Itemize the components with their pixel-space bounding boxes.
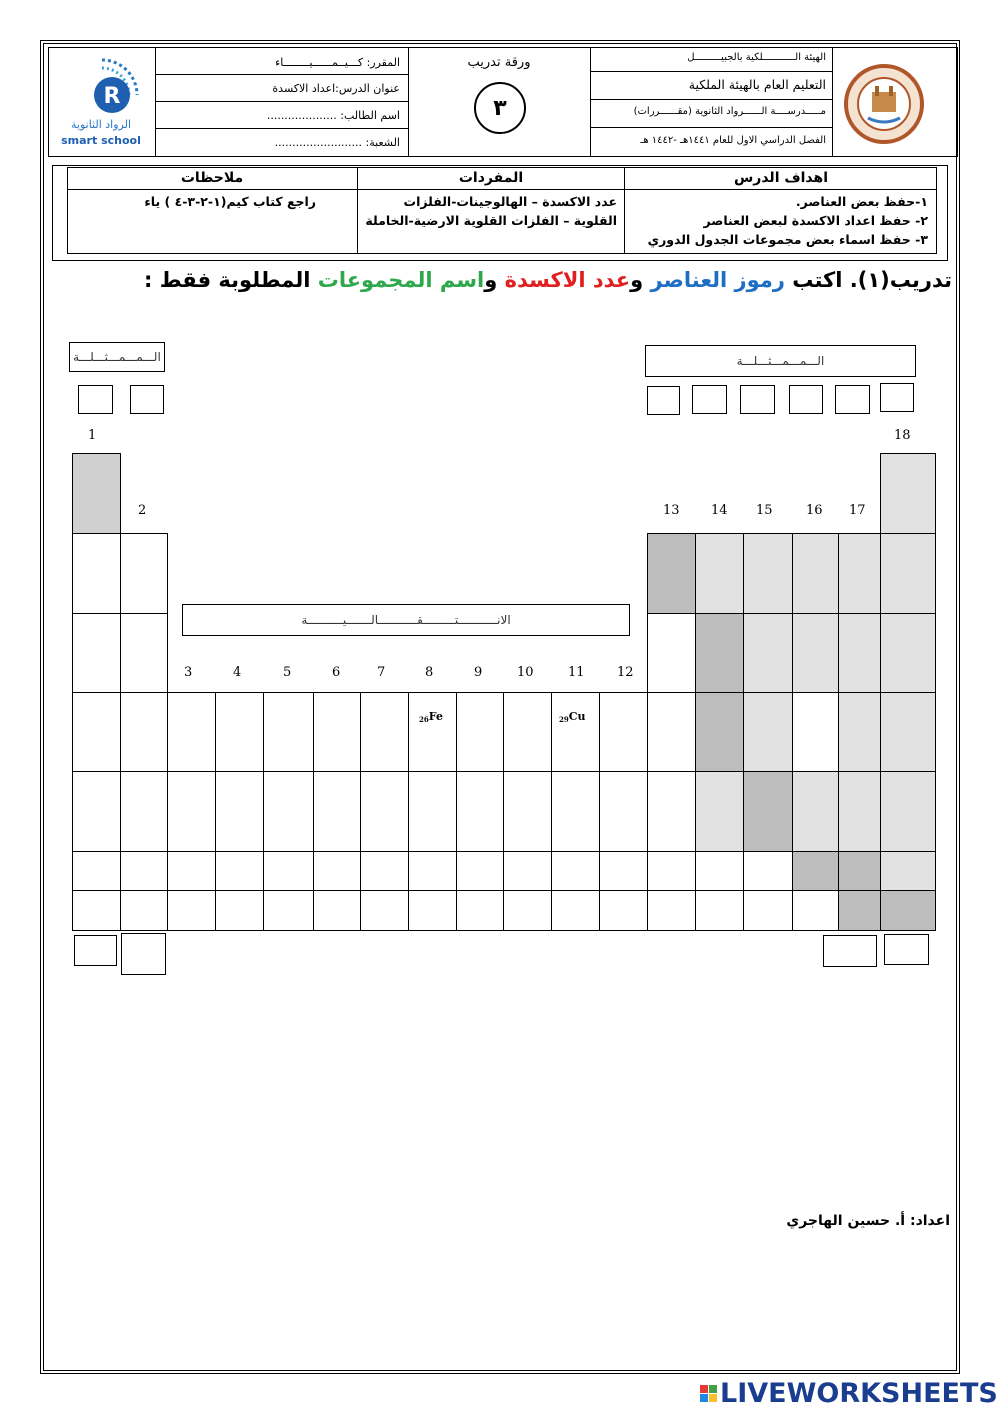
element-cell[interactable] xyxy=(120,533,168,614)
group-number: 1 xyxy=(88,428,97,443)
element-cell[interactable] xyxy=(456,851,504,891)
exercise-instruction: تدريب(١). اكتب رموز العناصر وعدد الاكسدة واسم المجموعات المطلوبة فقط : xyxy=(144,268,952,292)
group-number: 17 xyxy=(849,503,866,518)
goal-item: ٢- حفظ اعداد الاكسدة لبعض العناصر xyxy=(703,213,928,228)
element-cell[interactable] xyxy=(838,771,881,852)
element-cell[interactable] xyxy=(120,851,168,891)
element-cell[interactable] xyxy=(408,692,457,772)
element-cell[interactable] xyxy=(408,851,457,891)
element-cell[interactable] xyxy=(360,771,409,852)
element-cell[interactable] xyxy=(880,692,936,772)
element-cell[interactable] xyxy=(599,851,648,891)
element-cell[interactable] xyxy=(263,692,314,772)
element-cell[interactable] xyxy=(551,692,600,772)
symbols-keyword: رموز العناصر xyxy=(650,268,785,292)
element-cell[interactable] xyxy=(313,890,361,931)
element-cell[interactable] xyxy=(263,851,314,891)
goals-header: اهداف الدرس xyxy=(733,170,829,186)
element-cell[interactable] xyxy=(215,771,264,852)
oxidation-keyword: عدد الاكسدة xyxy=(504,268,631,292)
brand-icon xyxy=(700,1385,717,1402)
notes-text: راجع كتاب كيم(١-٢-٣-٤ ) ياء xyxy=(144,194,316,209)
element-cell[interactable] xyxy=(408,771,457,852)
group-number: 4 xyxy=(233,665,242,680)
element-cell[interactable] xyxy=(695,692,744,772)
element-cell[interactable] xyxy=(551,851,600,891)
vocab-item: القلوية – الفلزات القلوية الارضية-الخاملة xyxy=(365,213,617,228)
element-fe: $_{26}$Fe xyxy=(419,710,443,724)
school-logo-arabic: الرواد الثانوية xyxy=(70,118,132,131)
element-cell[interactable] xyxy=(551,771,600,852)
element-cell[interactable] xyxy=(120,890,168,931)
school-name: مـــــدرســــة الــــــرواد الثانوية (مقــــــررات) xyxy=(633,106,826,117)
seal-icon xyxy=(842,62,926,146)
group-number: 14 xyxy=(711,503,728,518)
element-cell[interactable] xyxy=(263,890,314,931)
element-cell[interactable] xyxy=(838,533,881,614)
group-number: 10 xyxy=(517,665,534,680)
author-credit: اعداد: أ. حسين الهاجري xyxy=(786,1213,950,1229)
group-number: 2 xyxy=(138,503,147,518)
element-cell[interactable] xyxy=(263,771,314,852)
group-number: 3 xyxy=(184,665,193,680)
element-cell[interactable] xyxy=(313,851,361,891)
element-cell[interactable] xyxy=(647,692,696,772)
element-cell[interactable] xyxy=(792,890,839,931)
element-cell[interactable] xyxy=(456,890,504,931)
element-cell[interactable] xyxy=(120,692,168,772)
answer-box[interactable] xyxy=(74,935,117,966)
element-cell[interactable] xyxy=(456,771,504,852)
goal-item: ٣- حفظ اسماء بعض مجموعات الجدول الدوري xyxy=(647,232,928,247)
element-cell[interactable] xyxy=(880,851,936,891)
answer-box[interactable] xyxy=(740,385,775,414)
group-number: 7 xyxy=(377,665,386,680)
element-cell[interactable] xyxy=(360,890,409,931)
element-cell[interactable] xyxy=(880,453,936,534)
element-cell[interactable] xyxy=(72,613,121,693)
svg-text:R: R xyxy=(103,84,121,109)
semester: الفصل الدراسي الاول للعام ١٤٤١هـ -١٤٤٢ هـ xyxy=(640,135,826,146)
groups-keyword: اسم المجموعات xyxy=(317,268,485,292)
group-number: 6 xyxy=(332,665,341,680)
element-cell[interactable] xyxy=(503,692,552,772)
answer-box[interactable] xyxy=(884,934,929,965)
element-cell[interactable] xyxy=(743,771,793,852)
lesson-field: عنوان الدرس:اعداد الاكسدة xyxy=(272,82,400,95)
element-cell[interactable] xyxy=(792,692,839,772)
student-name-field[interactable]: اسم الطالب: .................... xyxy=(266,109,400,122)
answer-box[interactable] xyxy=(647,386,680,415)
element-cell[interactable] xyxy=(503,890,552,931)
group-number: 8 xyxy=(425,665,434,680)
goal-item: ١-حفظ بعض العناصر. xyxy=(795,194,928,209)
element-cell[interactable] xyxy=(599,890,648,931)
group-number: 5 xyxy=(283,665,292,680)
element-cell[interactable] xyxy=(167,851,216,891)
element-cell[interactable] xyxy=(695,890,744,931)
element-cell[interactable] xyxy=(215,851,264,891)
element-cell[interactable] xyxy=(647,533,696,614)
element-cell[interactable] xyxy=(838,890,881,931)
element-cell[interactable] xyxy=(167,771,216,852)
element-cell[interactable] xyxy=(743,851,793,891)
element-cell[interactable] xyxy=(503,771,552,852)
school-logo xyxy=(52,50,152,154)
vocab-list xyxy=(361,192,617,230)
element-cell[interactable] xyxy=(360,692,409,772)
element-cell[interactable] xyxy=(72,771,121,852)
answer-box[interactable] xyxy=(835,385,870,414)
element-cell[interactable] xyxy=(880,533,936,614)
school-logo-english: smart school xyxy=(61,134,141,147)
answer-box[interactable] xyxy=(130,385,164,414)
answer-box[interactable] xyxy=(692,385,727,414)
education-dept: التعليم العام بالهيئة الملكية xyxy=(688,77,826,92)
royal-commission-seal xyxy=(842,62,926,146)
worksheet-label: ورقة تدريب xyxy=(467,55,531,70)
transition-label[interactable]: الانـــــــــــتـــــــــقـــــــــــالـــــــيــــــــــة xyxy=(182,604,630,636)
group-number: 13 xyxy=(663,503,680,518)
authority-name: الهيئة الـــــــــــلكية بالجبيـــــــــل xyxy=(687,52,826,63)
group-number: 12 xyxy=(617,665,634,680)
element-cell[interactable] xyxy=(360,851,409,891)
element-cell[interactable] xyxy=(880,771,936,852)
answer-box[interactable] xyxy=(880,383,914,412)
element-cell[interactable] xyxy=(72,851,121,891)
group-number: 18 xyxy=(894,428,911,443)
element-cell[interactable] xyxy=(695,851,744,891)
element-cell[interactable] xyxy=(647,613,696,693)
element-cell[interactable] xyxy=(743,613,793,693)
element-cell[interactable] xyxy=(792,851,839,891)
element-cell[interactable] xyxy=(215,890,264,931)
group-number: 11 xyxy=(568,665,585,680)
element-cell[interactable] xyxy=(503,851,552,891)
element-cell[interactable] xyxy=(72,453,121,534)
answer-box[interactable] xyxy=(823,935,877,967)
element-cell[interactable] xyxy=(456,692,504,772)
vocab-header: المفردات xyxy=(458,170,524,186)
liveworksheets-brand: LIVEWORKSHEETS xyxy=(700,1378,998,1409)
course-field: المقرر: كـــيــمــــــيــــــــاء xyxy=(275,56,400,69)
element-cu: $_{29}$Cu xyxy=(559,710,586,724)
element-cell[interactable] xyxy=(72,890,121,931)
element-cell[interactable] xyxy=(743,533,793,614)
element-cell[interactable] xyxy=(120,771,168,852)
element-cell[interactable] xyxy=(838,613,881,693)
group-number: 16 xyxy=(806,503,823,518)
element-cell[interactable] xyxy=(792,613,839,693)
element-cell[interactable] xyxy=(72,533,121,614)
element-cell[interactable] xyxy=(695,771,744,852)
element-cell[interactable] xyxy=(313,771,361,852)
element-cell[interactable] xyxy=(599,771,648,852)
element-cell[interactable] xyxy=(647,771,696,852)
element-cell[interactable] xyxy=(167,890,216,931)
element-cell[interactable] xyxy=(792,771,839,852)
element-cell[interactable] xyxy=(167,692,216,772)
element-cell[interactable] xyxy=(647,890,696,931)
element-cell[interactable] xyxy=(743,692,793,772)
element-cell[interactable] xyxy=(743,890,793,931)
element-cell[interactable] xyxy=(880,890,936,931)
element-cell[interactable] xyxy=(792,533,839,614)
element-cell[interactable] xyxy=(647,851,696,891)
element-cell[interactable] xyxy=(313,692,361,772)
element-cell[interactable] xyxy=(215,692,264,772)
element-cell[interactable] xyxy=(838,692,881,772)
representative-label-right[interactable]: الـــمـــمـــثـــلـــة xyxy=(645,345,916,377)
worksheet-number: ٣ xyxy=(474,82,526,134)
answer-box[interactable] xyxy=(78,385,113,414)
element-cell[interactable] xyxy=(695,613,744,693)
element-cell[interactable] xyxy=(551,890,600,931)
group-number: 15 xyxy=(756,503,773,518)
element-cell[interactable] xyxy=(120,613,168,693)
group-number: 9 xyxy=(474,665,483,680)
answer-box[interactable] xyxy=(789,385,823,414)
goals-list xyxy=(628,192,928,249)
element-cell[interactable] xyxy=(408,890,457,931)
notes-header: ملاحظات xyxy=(180,170,244,186)
element-cell[interactable] xyxy=(72,692,121,772)
element-cell[interactable] xyxy=(599,692,648,772)
element-cell[interactable] xyxy=(880,613,936,693)
section-field[interactable]: الشعبة: ......................... xyxy=(274,136,400,149)
vocab-item: عدد الاكسدة – الهالوجينات-الفلزات xyxy=(403,194,617,209)
representative-label-left[interactable]: الـــمـــمـــثـــلـــة xyxy=(69,342,165,372)
answer-box[interactable] xyxy=(121,933,166,975)
element-cell[interactable] xyxy=(838,851,881,891)
element-cell[interactable] xyxy=(695,533,744,614)
